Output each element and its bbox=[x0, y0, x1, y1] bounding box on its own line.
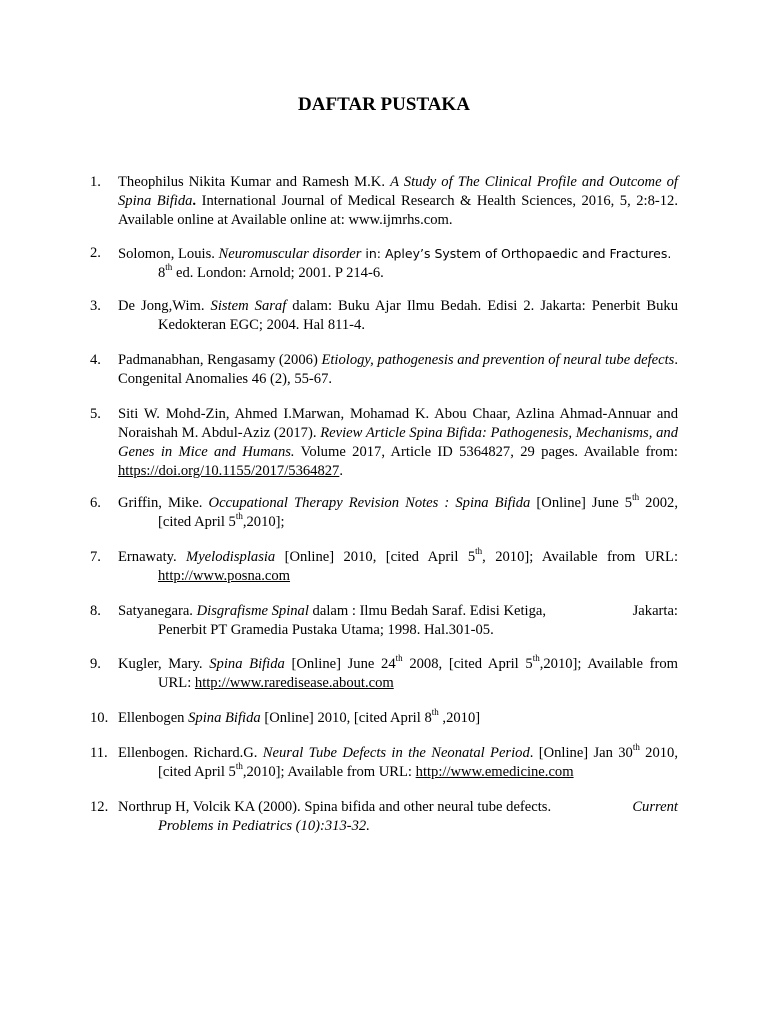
reference-author: Ernawaty. bbox=[118, 549, 187, 565]
reference-item-10 bbox=[90, 709, 678, 728]
superscript: th bbox=[431, 707, 439, 718]
superscript: th bbox=[532, 653, 540, 664]
reference-publisher: Kedokteran EGC; 2004. Hal 811-4. bbox=[158, 317, 365, 333]
reference-item-1 bbox=[90, 173, 678, 230]
reference-punct: . bbox=[339, 463, 344, 479]
reference-source: International Journal of Medical Research & Health Sciences, 2016, 5, 2:8-12. Available online at Available online at: www.ijmrhs.com. bbox=[118, 193, 678, 228]
reference-publisher: Penerbit PT Gramedia Pustaka Utama; 1998. Hal.301-05. bbox=[158, 622, 494, 638]
reference-number: 3. bbox=[90, 298, 101, 314]
reference-item-4 bbox=[90, 351, 678, 389]
superscript: th bbox=[632, 492, 640, 503]
reference-author: Padmanabhan, Rengasamy (2006) bbox=[118, 352, 322, 368]
reference-journal: . Congenital Anomalies bbox=[118, 352, 678, 387]
reference-title: Neuromuscular disorder bbox=[218, 246, 362, 262]
reference-title: Occupational Therapy Revision Notes : Spina Bifida bbox=[208, 495, 531, 511]
reference-title: Spina Bifida bbox=[209, 656, 285, 672]
superscript: th bbox=[165, 262, 173, 273]
superscript: th bbox=[475, 546, 483, 557]
reference-title: Review Article Spina Bifida: Pathogenesis, Mechanisms, and Genes in Mice and Humans. bbox=[118, 425, 678, 460]
reference-author: Ellenbogen bbox=[118, 710, 189, 726]
reference-title: Myelodisplasia bbox=[186, 549, 276, 565]
superscript: th bbox=[235, 511, 243, 522]
reference-number: 5. bbox=[90, 406, 101, 422]
reference-source: in: Apley’s System of Orthopaedic and Fractures. bbox=[361, 246, 672, 261]
reference-number: 7. bbox=[90, 549, 101, 565]
reference-cited: [cited April 5 bbox=[158, 764, 236, 780]
reference-number: 1. bbox=[90, 174, 101, 190]
reference-item-7 bbox=[90, 548, 678, 586]
reference-number: 9. bbox=[90, 656, 101, 672]
superscript: th bbox=[395, 653, 403, 664]
reference-journal: Problems in Pediatrics (10):313-32. bbox=[158, 818, 370, 834]
reference-author: Griffin, Mike. bbox=[118, 495, 209, 511]
reference-author: Kugler, Mary. bbox=[118, 656, 210, 672]
reference-author: Siti W. Mohd-Zin, Ahmed I.Marwan, Mohamad K. Abou Chaar, Azlina Ahmad-Annuar and Noraishah M. Abdul-Aziz (2017). bbox=[118, 406, 678, 441]
reference-cited: , 2010]; Available from URL: bbox=[482, 549, 679, 565]
reference-cited: [cited April 5 bbox=[158, 514, 236, 530]
reference-title: Sistem Saraf bbox=[210, 298, 287, 314]
reference-author: Solomon, Louis. bbox=[118, 246, 219, 262]
reference-link[interactable]: http://www.emedicine.com bbox=[415, 764, 574, 780]
reference-author: Satyanegara. bbox=[118, 603, 197, 619]
reference-number: 4. bbox=[90, 352, 101, 368]
reference-source: Volume 2017, Article ID 5364827, 29 pages. Available from: bbox=[294, 444, 678, 460]
reference-title: Spina Bifida bbox=[188, 710, 261, 726]
reference-cited: ,2010]; Available from URL: bbox=[242, 764, 416, 780]
reference-date: 2002, bbox=[639, 495, 678, 511]
reference-number: 6. bbox=[90, 495, 101, 511]
reference-url-label: URL: bbox=[158, 675, 195, 691]
reference-publisher: ed. London: Arnold; 2001. P 214-6. bbox=[172, 265, 384, 281]
reference-date: [Online] June 5 bbox=[530, 495, 633, 511]
reference-cited: ,2010]; Available from bbox=[539, 656, 678, 672]
reference-item-2 bbox=[90, 244, 678, 283]
reference-number: 8. bbox=[90, 603, 101, 619]
reference-cited: 2008, [cited April 5 bbox=[402, 656, 533, 672]
reference-source: dalam: Buku Ajar Ilmu Bedah. Edisi 2. Jakarta: Penerbit Buku bbox=[286, 298, 679, 314]
reference-link[interactable]: http://www.raredisease.about.com bbox=[194, 675, 394, 691]
reference-title: Etiology, pathogenesis and prevention of neural tube defects bbox=[321, 352, 675, 368]
reference-item-8 bbox=[90, 602, 678, 640]
reference-number: 12. bbox=[90, 799, 109, 815]
reference-number: 2. bbox=[90, 245, 101, 261]
reference-item-9 bbox=[90, 655, 678, 693]
reference-cited: ,2010] bbox=[438, 710, 481, 726]
reference-author: Ellenbogen. Richard.G. bbox=[118, 745, 263, 761]
reference-edition: 8 bbox=[158, 265, 166, 281]
reference-date: [Online] June 24 bbox=[284, 656, 396, 672]
reference-item-3 bbox=[90, 297, 678, 335]
reference-link[interactable]: http://www.posna.com bbox=[158, 568, 291, 584]
reference-item-12 bbox=[90, 798, 678, 836]
page-title: DAFTAR PUSTAKA bbox=[298, 94, 470, 115]
reference-cited: ,2010]; bbox=[242, 514, 285, 530]
reference-number: 11. bbox=[90, 745, 108, 761]
reference-date: 2010, bbox=[639, 745, 678, 761]
reference-item-6 bbox=[90, 494, 678, 532]
reference-author: De Jong,Wim. bbox=[118, 298, 211, 314]
reference-volume: 46 (2), 55-67. bbox=[248, 371, 333, 387]
reference-city: Jakarta: bbox=[632, 603, 678, 619]
reference-punct: . bbox=[192, 193, 202, 209]
reference-title: Disgrafisme Spinal bbox=[196, 603, 309, 619]
reference-cited: [Online] 2010, [cited April 5 bbox=[275, 549, 476, 565]
reference-item-11 bbox=[90, 744, 678, 782]
reference-date: . [Online] Jan 30 bbox=[529, 745, 633, 761]
superscript: th bbox=[632, 742, 640, 753]
reference-number: 10. bbox=[90, 710, 109, 726]
reference-cited: [Online] 2010, [cited April 8 bbox=[260, 710, 432, 726]
superscript: th bbox=[235, 761, 243, 772]
reference-author: Northrup H, Volcik KA (2000). Spina bifida and other neural tube defects. bbox=[118, 799, 552, 815]
reference-source: dalam : Ilmu Bedah Saraf. Edisi Ketiga, bbox=[308, 603, 546, 619]
reference-title: Neural Tube Defects in the Neonatal Period bbox=[262, 745, 530, 761]
reference-journal: Current bbox=[632, 799, 678, 815]
reference-title: A Study of The Clinical Profile and Outcome of Spina Bifida bbox=[118, 174, 678, 209]
reference-link[interactable]: https://doi.org/10.1155/2017/5364827 bbox=[118, 463, 340, 479]
reference-author: Theophilus Nikita Kumar and Ramesh M.K. bbox=[118, 174, 391, 190]
reference-item-5 bbox=[90, 405, 678, 481]
